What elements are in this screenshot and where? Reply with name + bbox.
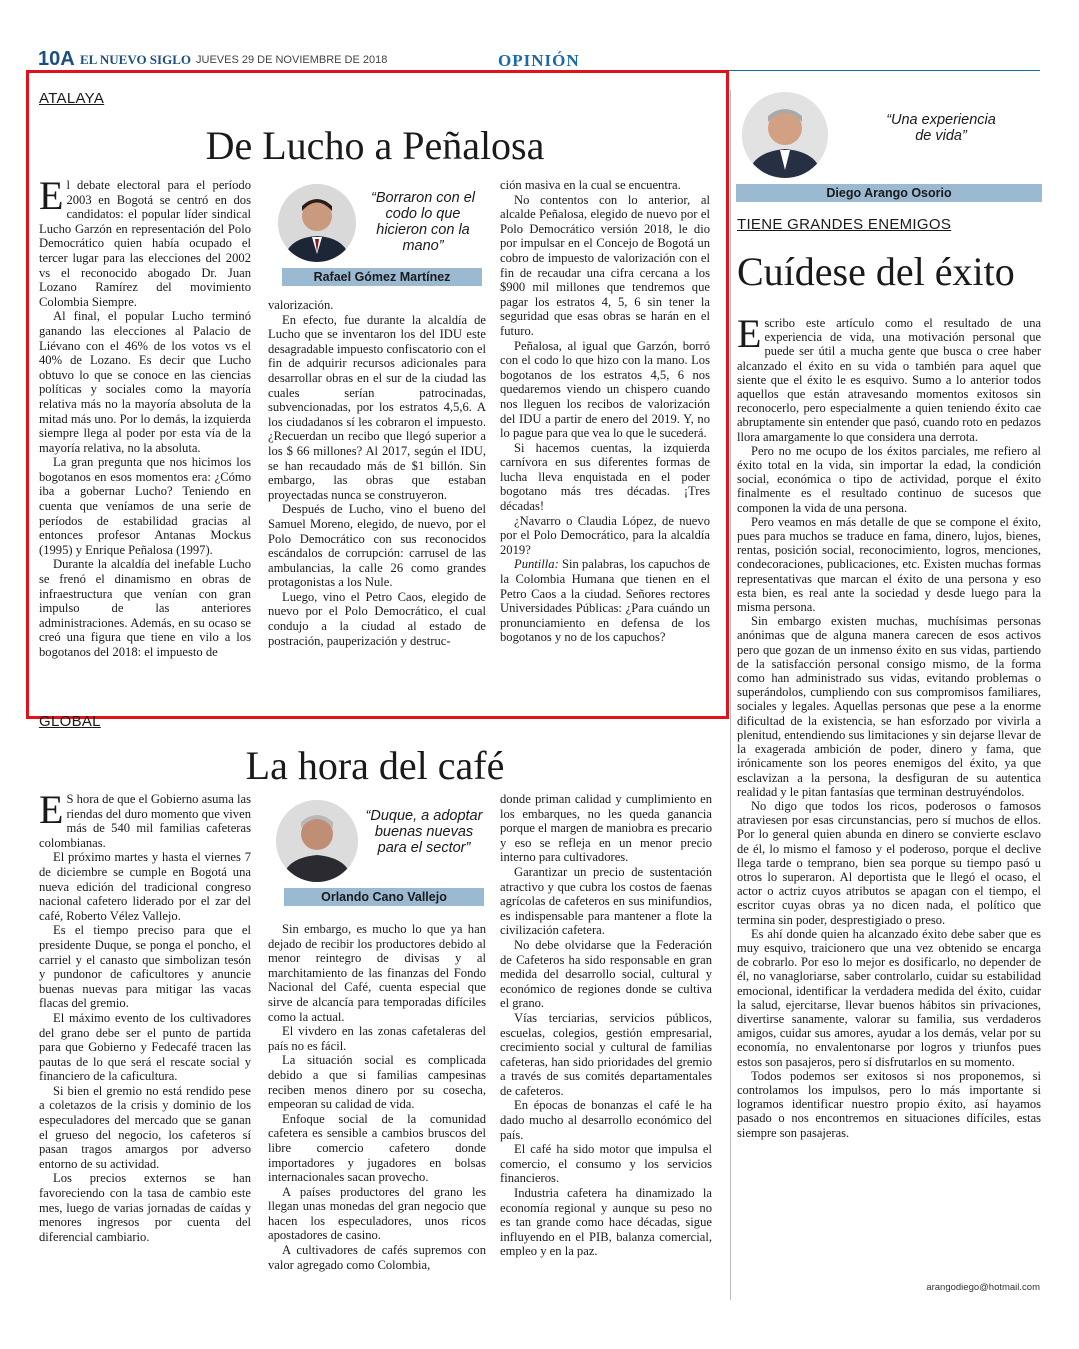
- article2-column-2: [268, 922, 486, 1272]
- article1-quote: “Borraron con el codo lo que hicieron con la mano”: [371, 190, 475, 254]
- paragraph: Durante la alcaldía del inefable Lucho se frenó el dinamismo en obras de infraestructura que venían con gran impulso de las anteriores administraciones. Además, en su ocaso se creó una figura que tiene en vilo a los bogotanos del 2018: el impuesto de: [39, 557, 251, 659]
- article3-author-box: [736, 90, 1042, 206]
- paragraph: Garantizar un precio de sustentación atractivo y que cubra los costos de faenas agrícolas de cafeteros en sus minifundios, es indispensable para mantener a flote la civilización cafetera.: [500, 864, 712, 938]
- article2-author: Orlando Cano Vallejo: [284, 888, 484, 906]
- paragraph: La gran pregunta que nos hicimos los bogotanos en esos momentos era: ¿Cómo iba a gobernar Lucho? Teniendo en cuenta que veníamos de una serie de períodos de estabilidad gracias al entonces profesor Antanas Mockus (1995) y Enrique Peñalosa (1997).: [39, 455, 251, 557]
- paragraph: A cultivadores de cafés supremos con valor agregado como Colombia,: [268, 1243, 486, 1272]
- article3-tag: TIENE GRANDES ENEMIGOS: [737, 216, 952, 233]
- paragraph: ción masiva en la cual se encuentra.: [500, 178, 681, 192]
- paragraph: Es ahí donde quien ha alcanzado éxito debe saber que es muy esquivo, traicionero que una vez obtenido se encarga de cobrarlo. Por eso lo mejor es dosificarlo, no depender de él, no vanagloriarse, saber controlarlo, cuidar su estabilidad emocional, identificar la verdadera medida del éxito, cuidar la salud, ejercitarse, llevar buenos hábitos sin privaciones, divertirse sanamente, valorar su familia, sus verdaderos amigos, cuidar sus amores, ayudar a los demás, velar por su economía, no envalentonarse por logros y triunfos pues estos son pasajeros, pero sí disfrutarlos en su momento.: [737, 926, 1041, 1069]
- article1-title: De Lucho a Peñalosa: [205, 123, 545, 168]
- paragraph: Sin embargo, es mucho lo que ya han dejado de recibir los productores debido al menor reintegro de divisas y al marchitamiento de las finanzas del Fondo Nacional del Café, cuenta especial que sirve de alcancía para temporadas difíciles como la actual.: [268, 922, 486, 1024]
- paragraph: El vivdero en las zonas cafetaleras del país no es fácil.: [268, 1024, 486, 1053]
- paragraph: En épocas de bonanzas el café le ha dado mucho al desarrollo económico del país.: [500, 1098, 712, 1142]
- paragraph: l debate electoral para el período 2003 en Bogotá se centró en dos candidatos: el popular líder sindical Lucho Garzón en representación del Polo Democrático quien había ocupado el tercer lugar para las elecciones del 2002 vs el reconocido abogado Dr. Juan Lozano Ramírez del movimiento Colombia Siempre.: [39, 178, 251, 309]
- paragraph: Industria cafetera ha dinamizado la economía regional y aunque su peso no es tan grande como hace décadas, sigue influyendo en el PIB, balanza comercial, empleo y en la paz.: [500, 1186, 712, 1259]
- paragraph: donde priman calidad y cumplimiento en los embarques, no les queda ganancia porque el margen de maniobra es precario y eso se refleja en un menor precio interno para cultivadores.: [500, 792, 712, 865]
- article3-quote: “Una experiencia de vida”: [886, 112, 996, 144]
- paragraph: A países productores del grano les llegan unas monedas del gran negocio que hacen los especuladores, unos ricos apostadores de casino.: [268, 1184, 486, 1243]
- article1-column-2: [268, 298, 486, 648]
- paragraph: Luego, vino el Petro Caos, elegido de nuevo por el Polo Democrático, el cual condujo a la ciudad al estado de postración, pauperización y destruc-: [268, 589, 486, 648]
- article2-author-box: [268, 796, 486, 908]
- article2-quote: “Duque, a adoptar buenas nuevas para el sector”: [365, 808, 483, 856]
- paragraph: Todos podemos ser exitosos si nos proponemos, si controlamos los impulsos, pero lo más importante si logramos identificar nuestro propio éxito, así hayamos pasado o nos encontremos en situaciones difíciles, estas siempre son pasajeras.: [737, 1068, 1041, 1140]
- paragraph: S hora de que el Gobierno asuma las riendas del duro momento que viven más de 540 mil familias cafeteras colombianas.: [39, 792, 251, 850]
- column-divider: [730, 90, 731, 1300]
- author-photo-rafael: [278, 184, 356, 262]
- article3-body: [737, 311, 1041, 1140]
- paragraph: En efecto, fue durante la alcaldía de Lucho que se inventaron los del IDU este desagradable impuesto confiscatorio con el fin de adquirir recursos adicionales para desarrollar obras en el sur de la ciudad las cuales serían patrocinadas, subvencionadas, por los estratos 4,5,6. A los ciudadanos sí les cobraron el impuesto. ¿Recuerdan un recibo que llegó superior a los $ 66 millones? Al 2017, según el IDU, se han recaudado más de $1 billón. Sin embargo, las obras que estaban proyectadas nunca se construyeron.: [268, 312, 486, 502]
- puntilla-text: Sin palabras, los capuchos de la Colombia Humana que tienen en el Petro Caos a la ciudad. Señores rectores Universidades Públicas: ¿Para cuándo un pronunciamiento en defensa de los bogotanos y no de los capuchos?: [500, 557, 710, 645]
- section-name: OPINIÓN: [498, 51, 580, 70]
- paragraph: Al final, el popular Lucho terminó ganando las elecciones al Palacio de Liévano con el 46% de los votos vs el 40% de Lozano. Es decir que Lucho obtuvo lo que se conoce en las ciencias políticas y sociales como la mayoría relativa más no la mayoría absoluta de la mitad más uno. Por lo demás, la izquierda siempre llega al poder por esta vía de la mayoría relativa, no la absoluta.: [39, 309, 251, 455]
- issue-date: JUEVES 29 DE NOVIEMBRE DE 2018: [196, 54, 388, 66]
- article1-tag: ATALAYA: [39, 90, 105, 107]
- paragraph: No contentos con lo anterior, al alcalde Peñalosa, elegido de nuevo por el Polo Democrático versión 2018, le dio por impulsar en el Concejo de Bogotá un cobro de impuesto de valorización con el fin de recaudar una cifra cercana a los $900 mil millones que tendremos que pagar los estratos 4, 5, 6 sin tener la seguridad que esas obras se harán en el futuro.: [500, 192, 710, 338]
- paragraph: Pero no me ocupo de los éxitos parciales, me refiero al éxito total en la vida, sin importar la edad, la condición social, económica o tipo de actividad, porque el éxito finalmente es el resultado continuo de sucesos que componen la vida de una persona.: [737, 443, 1041, 515]
- paragraph: No digo que todos los ricos, poderosos o famosos atraviesen por esas circunstancias, pero sí muchos de ellos. Por lo general quien abunda en dinero se convierte esclavo de él, lo mismo el famoso y el poderoso, porque el declive llega tarde o temprano, bien sea porque su tiempo pasó u otros lo superaron. Al deportista que le llegó el ocaso, el actor o actriz cuyos atributos se apagan con el tiempo, el escritor cuyas obras ya no dicen nada, el político que termina sin poder, desprestigiado o preso.: [737, 798, 1041, 927]
- article2-title: La hora del café: [245, 743, 505, 788]
- article2-dropcap: E: [39, 787, 64, 832]
- paragraph: Los precios externos se han favoreciendo con la tasa de cambio este mes, luego de varias jornadas de caídas y menores ingresos por cuenta del diferencial cambiario.: [39, 1171, 251, 1244]
- paragraph: valorización.: [268, 298, 334, 312]
- paragraph: El máximo evento de los cultivadores del grano debe ser el punto de partida para que Gobierno y Fedecafé tracen las pautas de lo que será el rescate social y financiero de la caficultura.: [39, 1010, 251, 1084]
- paragraph: Después de Lucho, vino el bueno del Samuel Moreno, elegido, de nuevo, por el Polo Democrático con sus reconocidos escándalos de corrupción: carrusel de las ambulancias, la calle 26 como grandes protagonistas a los Nule.: [268, 502, 486, 590]
- page-number: 10A: [38, 48, 75, 70]
- article1-author-box: [268, 180, 486, 288]
- article2-column-3: [500, 792, 712, 1259]
- paragraph: Sin embargo existen muchas, muchísimas personas anónimas que de alguna manera carecen de esos activos pero que gozan de un inmenso éxito en sus vidas, partiendo de la satisfacción personal consigo mismo, de la forma como han administrado sus vidas, evitando problemas o superándolos, cumpliendo con sus compromisos familiares, sociales y legales. Aquellas personas que pese a la enorme dificultad de la existencia, se han esforzado por vivirla a plenitud, entendiendo sus limitaciones y sin dejarse llevar de la exagerada ambición de poder, dinero y fama, que irónicamente son los peores enemigos del éxito, ya que esclavizan a la persona, la desfiguran de su autentica realidad y le pitan fantasías que terminan destruyéndolos.: [737, 614, 1041, 799]
- paragraph: No debe olvidarse que la Federación de Cafeteros ha sido responsable en gran medida del desarrollo social, cultural y económico de regiones donde se cultiva el grano.: [500, 937, 712, 1011]
- article2-tag: GLOBAL: [39, 713, 101, 730]
- paragraph: Si bien el gremio no está rendido pese a coletazos de la crisis y dominio de los especuladores del mercado que se ganan el grueso del negocio, los cafeteros sí pasan tragos amargos por adverso entorno de su actividad.: [39, 1083, 251, 1171]
- article1-author: Rafael Gómez Martínez: [282, 268, 482, 286]
- article2-column-1: [39, 787, 251, 1244]
- article3-title: Cuídese del éxito: [737, 249, 1015, 294]
- author-email[interactable]: arangodiego@hotmail.com: [926, 1282, 1040, 1293]
- paragraph: ¿Navarro o Claudia López, de nuevo por el Polo Democrático, para la alcaldía 2019?: [500, 513, 710, 557]
- paragraph: Es el tiempo preciso para que el presidente Duque, se ponga el poncho, el carriel y el canasto que simbolizan tesón y pundonor de caficultores y anuncie buenas nuevas para mitigar las vacas flacas del gremio.: [39, 923, 251, 1011]
- paragraph: Pero veamos en más detalle de que se compone el éxito, pues para muchos se traduce en fama, dinero, lujos, bienes, rentas, posición social, reconocimiento, logros, menciones, condecoraciones, publicaciones, etc. Existen muchas formas representativas que marcan el éxito de una persona y eso esta bien, es real ante la sociedad y desde luego para la misma persona.: [737, 514, 1041, 615]
- article1-dropcap: E: [39, 173, 64, 218]
- author-photo-diego: [742, 92, 828, 178]
- paragraph: Si hacemos cuentas, la izquierda carnívora en sus diferentes formas de lucha lleva enquistada en el poder bogotano más tres décadas. ¡Tres décadas!: [500, 440, 710, 514]
- article1-column-3: [500, 178, 710, 645]
- article1-column-1: [39, 173, 251, 660]
- paragraph: Enfoque social de la comunidad cafetera es sensible a cambios bruscos del libre comercio cafetero donde importadores y jugadores en bolsas internacionales sacan provecho.: [268, 1111, 486, 1185]
- puntilla-label: Puntilla:: [514, 557, 559, 572]
- newspaper-name: EL NUEVO SIGLO: [80, 52, 191, 67]
- article3-author: Diego Arango Osorio: [736, 184, 1042, 202]
- paragraph: Peñalosa, al igual que Garzón, borró con el codo lo que hizo con la mano. Los bogotanos de los estratos 4,5, 6 nos quedaremos viendo un chispero cuando nos lleguen los recibos de valorización del IDU a partir de enero del 2019. Y, no lo pague para que vea lo que le sucederá.: [500, 338, 710, 441]
- paragraph: El próximo martes y hasta el viernes 7 de diciembre se cumple en Bogotá una nueva edición del tradicional congreso nacional cafetero liderado por el zar del café, Roberto Vélez Vallejo.: [39, 850, 251, 923]
- paragraph: scribo este artículo como el resultado de una experiencia de vida, una motivación personal que puede ser útil a mucha gente que busca o cree haber alcanzado el éxito en su vida o también para aquel que siente que el éxito le es esquivo. Sumo a lo anterior todos aquellos que están atravesando momentos exitosos sin reconocerlo, pero especialmente a quien teniendo éxito cae abruptamente sin entender que pasó, cuando roto en pedazos llora amargamente lo que considera una derrota.: [737, 316, 1041, 444]
- paragraph: La situación social es complicada debido a que si familias campesinas reciben menos dinero por su cosecha, empeoran su calidad de vida.: [268, 1053, 486, 1112]
- paragraph: Vías terciarias, servicios públicos, escuelas, colegios, gestión empresarial, crecimiento social y cultural de familias cafeteras, han sido prioridades del gremio a través de sus comités departamentales de cafeteros.: [500, 1010, 712, 1098]
- author-photo-orlando: [276, 800, 358, 882]
- paragraph: El café ha sido motor que impulsa el comercio, el consumo y los servicios financieros.: [500, 1142, 712, 1186]
- article3-dropcap: E: [737, 311, 762, 356]
